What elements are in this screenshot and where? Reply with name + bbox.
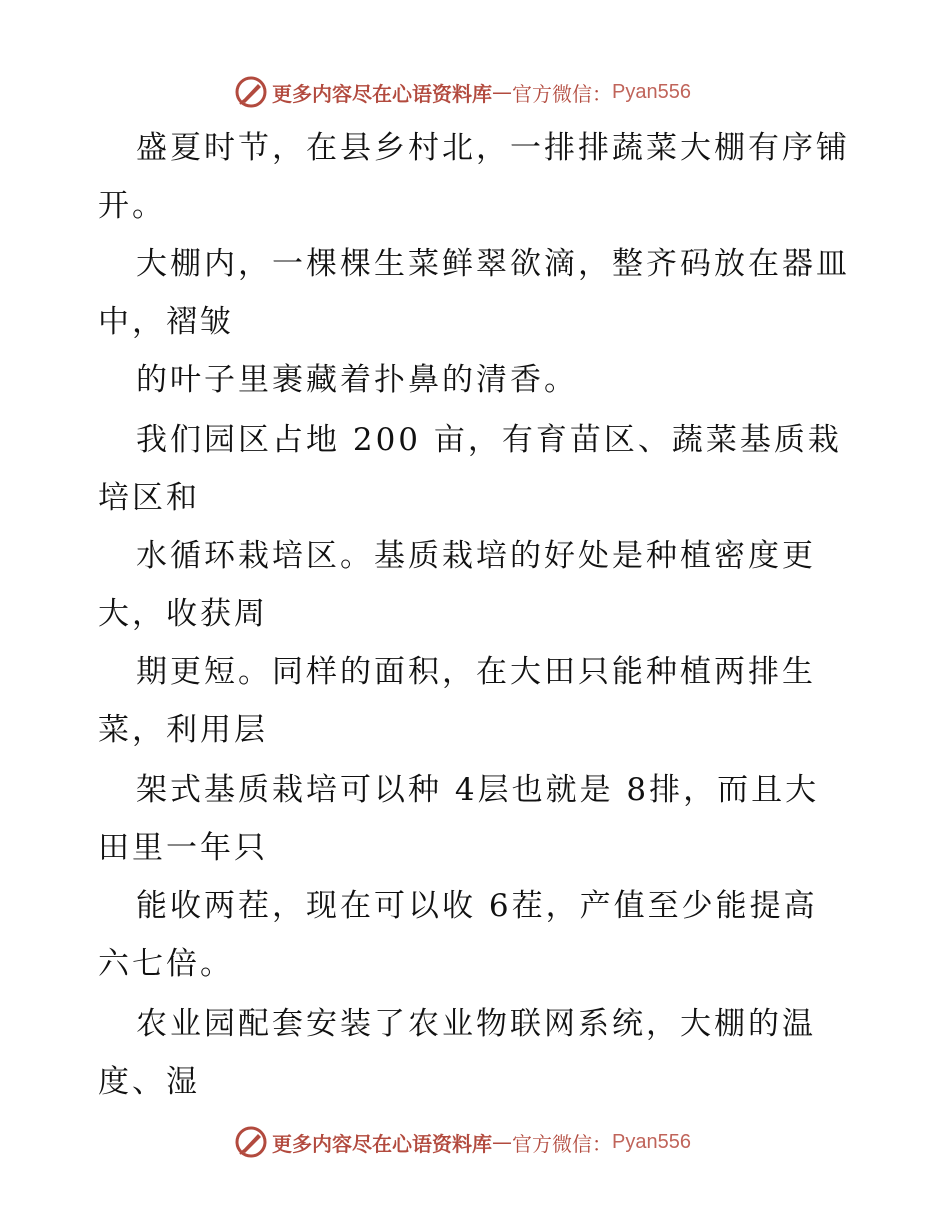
header-wechat-label: 官方微信： xyxy=(512,81,612,106)
body-line: 能收两茬，现在可以收 6茬，产值至少能提高 xyxy=(136,888,818,924)
body-line: 期更短。同样的面积，在大田只能种植两排生 xyxy=(136,654,816,690)
body-line: 田里一年只 xyxy=(98,830,268,866)
footer-wechat-id: Pyan556 xyxy=(612,1130,691,1153)
footer-banner xyxy=(0,1122,950,1162)
body-line: 架式基质栽培可以种 4层也就是 8排，而且大 xyxy=(136,772,820,808)
header-wechat-id: Pyan556 xyxy=(612,80,691,103)
header-dash: — xyxy=(492,80,512,104)
body-line: 开。 xyxy=(98,188,166,224)
body-line: 菜，利用层 xyxy=(98,712,268,748)
footer-wechat-label: 官方微信： xyxy=(512,1131,612,1156)
footer-brand-text: 更多内容尽在心语资料库 xyxy=(272,1131,492,1156)
body-line: 水循环栽培区。基质栽培的好处是种植密度更 xyxy=(136,538,816,574)
header-brand-text: 更多内容尽在心语资料库 xyxy=(272,81,492,106)
body-line: 培区和 xyxy=(98,480,200,516)
body-line: 农业园配套安装了农业物联网系统，大棚的温 xyxy=(136,1006,816,1042)
body-line: 的叶子里裹藏着扑鼻的清香。 xyxy=(136,362,578,398)
body-line: 我们园区占地 200 亩，有育苗区、蔬菜基质栽 xyxy=(136,422,842,458)
footer-dash: — xyxy=(492,1130,512,1154)
body-line: 大棚内，一棵棵生菜鲜翠欲滴，整齐码放在器皿 xyxy=(136,246,850,282)
header-banner xyxy=(0,72,950,112)
body-line: 盛夏时节，在县乡村北，一排排蔬菜大棚有序铺 xyxy=(136,130,850,166)
body-line: 中，褶皱 xyxy=(98,304,234,340)
body-line: 大，收获周 xyxy=(98,596,268,632)
body-line: 度、湿 xyxy=(98,1064,200,1100)
quill-logo-icon xyxy=(234,75,268,109)
body-line: 六七倍。 xyxy=(98,946,234,982)
quill-logo-icon xyxy=(234,1125,268,1159)
